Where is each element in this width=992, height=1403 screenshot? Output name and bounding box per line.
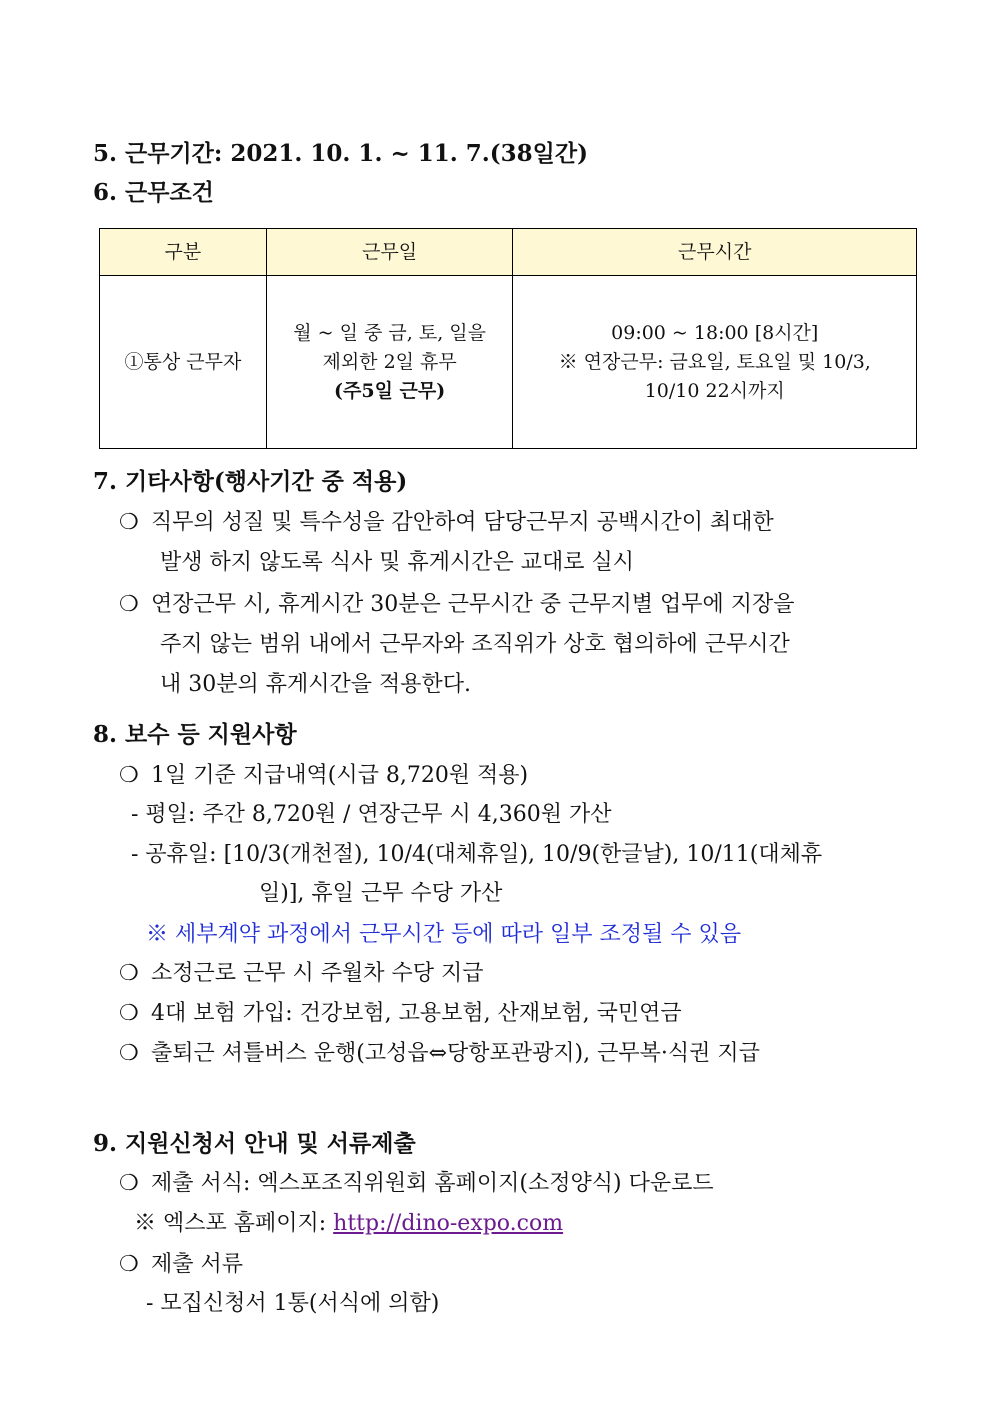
section-9-title: 9. 지원신청서 안내 및 서류제출	[93, 1130, 416, 1157]
section-8-item4: ❍ 출퇴근 셔틀버스 운행(고성읍⇔당항포관광지), 근무복·식권 지급	[119, 1039, 760, 1069]
section-9-item2: ❍ 제출 서류	[119, 1250, 243, 1280]
table-header-row	[100, 229, 917, 276]
section-8-holiday-line1: - 공휴일: [10/3(개천절), 10/4(대체휴일), 10/9(한글날), 10/11(대체휴	[131, 842, 823, 867]
section-9-homepage	[134, 1209, 563, 1239]
section-8-title: 8. 보수 등 지원사항	[93, 721, 297, 748]
section-7-item2-line1: ❍ 연장근무 시, 휴게시간 30분은 근무시간 중 근무지별 업무에 지장을	[119, 590, 795, 620]
section-8-item2: ❍ 소정근로 근무 시 주월차 수당 지급	[119, 959, 484, 989]
bullet-icon: ❍	[119, 1252, 139, 1277]
bullet-icon: ❍	[119, 592, 139, 617]
section-8-item1: ❍ 1일 기준 지급내역(시급 8,720원 적용)	[119, 761, 528, 791]
section-7-item2-line2: 주지 않는 범위 내에서 근무자와 조직위가 상호 협의하에 근무시간	[160, 632, 790, 657]
work-days-line1: 월 ~ 일 중 금, 토, 일을	[293, 321, 486, 344]
section-7-item1-line1: ❍ 직무의 성질 및 특수성을 감안하여 담당근무지 공백시간이 최대한	[119, 508, 774, 538]
section-8-item3: ❍ 4대 보험 가입: 건강보험, 고용보험, 산재보험, 국민연금	[119, 999, 682, 1029]
homepage-label: ※ 엑스포 홈페이지:	[134, 1211, 334, 1236]
bullet-icon: ❍	[119, 1041, 139, 1066]
section-7-item1-line2: 발생 하지 않도록 식사 및 휴게시간은 교대로 실시	[160, 550, 634, 575]
section-9-doc1: - 모집신청서 1통(서식에 의함)	[146, 1291, 440, 1316]
category-text: ①통상 근무자	[124, 350, 242, 373]
homepage-link[interactable]: http://dino-expo.com	[333, 1211, 564, 1236]
section-5-title: 5. 근무기간: 2021. 10. 1. ~ 11. 7.(38일간)	[93, 140, 588, 167]
cell-work-hours	[513, 276, 917, 449]
bullet-icon: ❍	[119, 1001, 139, 1026]
work-conditions-table	[99, 228, 917, 449]
section-9-item1: ❍ 제출 서식: 엑스포조직위원회 홈페이지(소정양식) 다운로드	[119, 1169, 714, 1199]
work-hours-line3: 10/10 22시까지	[644, 379, 785, 402]
table-row	[100, 276, 917, 449]
section-8-holiday-line2: 일)], 휴일 근무 수당 가산	[259, 881, 503, 906]
cell-category	[100, 276, 267, 449]
header-work-hours: 근무시간	[513, 229, 917, 276]
bullet-icon: ❍	[119, 763, 139, 788]
work-hours-line2: ※ 연장근무: 금요일, 토요일 및 10/3,	[558, 350, 871, 373]
bullet-icon: ❍	[119, 961, 139, 986]
section-7-title: 7. 기타사항(행사기간 중 적용)	[93, 468, 408, 495]
work-days-line2: 제외한 2일 휴무	[322, 350, 457, 373]
bullet-icon: ❍	[119, 1171, 139, 1196]
bullet-icon: ❍	[119, 510, 139, 535]
work-hours-line1: 09:00 ~ 18:00 [8시간]	[611, 321, 819, 344]
section-7-item2-line3: 내 30분의 휴게시간을 적용한다.	[160, 672, 471, 697]
header-category: 구분	[100, 229, 267, 276]
work-days-line3: (주5일 근무)	[334, 379, 446, 402]
section-8-note: ※ 세부계약 과정에서 근무시간 등에 따라 일부 조정될 수 있음	[146, 922, 741, 947]
cell-work-days	[266, 276, 513, 449]
section-8-weekday: - 평일: 주간 8,720원 / 연장근무 시 4,360원 가산	[131, 802, 612, 827]
header-work-days: 근무일	[266, 229, 513, 276]
section-6-title: 6. 근무조건	[93, 179, 214, 206]
